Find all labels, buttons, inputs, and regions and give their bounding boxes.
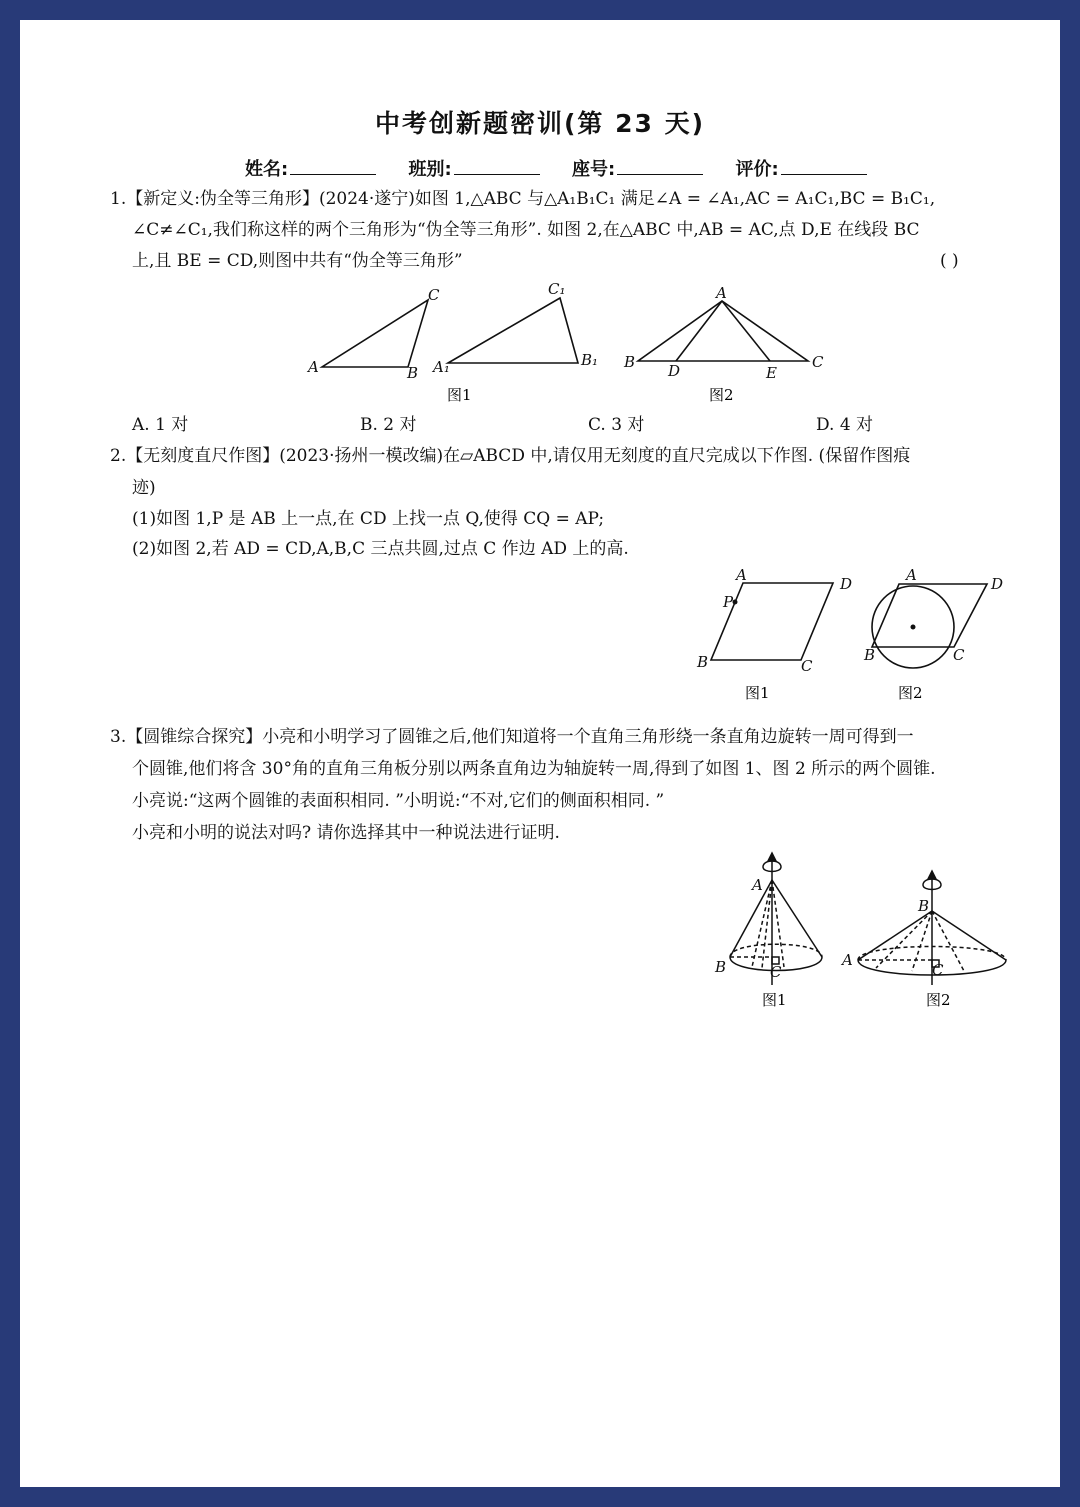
student-info-fields [245, 155, 893, 181]
page-title: 中考创新题密训(第 23 天) [374, 109, 706, 138]
q2-fig2-caption: 图2 [898, 684, 923, 702]
q1-line-1: 1.【新定义:伪全等三角形】(2024·遂宁)如图 1,△ABC 与△A₁B₁C₁ 满足∠A = ∠A₁,AC = A₁C₁,BC = B₁C₁, [110, 189, 936, 209]
evaluation-field[interactable]: 评价: [735, 159, 866, 180]
label-c2: C [812, 353, 824, 371]
label-b1: B₁ [581, 351, 599, 369]
label-e: E [766, 364, 777, 382]
q2-line-1: 2.【无刻度直尺作图】(2023·扬州一模改编)在▱ABCD 中,请仅用无刻度的直尺完成以下作图. (保留作图痕 [110, 446, 911, 466]
q1-fig2-segment-ad [676, 301, 722, 361]
q3-line-4: 小亮和小明的说法对吗? 请你选择其中一种说法进行证明. [132, 823, 560, 843]
label-b2: B [624, 353, 636, 371]
class-field[interactable]: 班别: [408, 159, 539, 180]
q2-fig2-label-c: C [953, 646, 965, 664]
q2-label-a: A [736, 566, 747, 584]
q3-fig1-label-c: C [770, 963, 782, 981]
q3-line-1: 3.【圆锥综合探究】小亮和小明学习了圆锥之后,他们知道将一个直角三角形绕一条直角边旋转一周可得到一 [110, 727, 914, 747]
q1-option-d[interactable]: D. 4 对 [816, 415, 874, 435]
label-a1: A₁ [433, 358, 450, 376]
q2-line-4: (2)如图 2,若 AD = CD,A,B,C 三点共圆,过点 C 作边 AD 上的高. [132, 539, 629, 559]
label-a: A [308, 358, 319, 376]
q2-fig2-label-d: D [991, 575, 1004, 593]
q2-label-p: P [723, 593, 734, 611]
q3-fig1-caption: 图1 [762, 991, 787, 1009]
q3-fig2-label-c: C [932, 961, 944, 979]
label-c: C [428, 286, 440, 304]
q2-circle-center [911, 625, 916, 630]
label-c1: C₁ [548, 280, 566, 298]
q2-label-d: D [840, 575, 853, 593]
q1-figures [290, 278, 850, 408]
q3-line-2: 个圆锥,他们将含 30°角的直角三角板分别以两条直角边为轴旋转一周,得到了如图 1、图 2 所示的两个圆锥. [132, 759, 936, 779]
q3-fig2-caption: 图2 [926, 991, 951, 1009]
q3-fig1-label-b: B [715, 958, 727, 976]
q1-fig1-triangle-a1b1c1 [448, 298, 578, 363]
name-field[interactable]: 姓名: [245, 159, 376, 180]
q1-answer-paren[interactable]: ( ) [940, 251, 959, 271]
label-a2: A [716, 284, 727, 302]
q2-figures [690, 560, 1020, 710]
q2-label-b: B [697, 653, 709, 671]
q1-option-a[interactable]: A. 1 对 [132, 415, 189, 435]
q1-option-b[interactable]: B. 2 对 [360, 415, 417, 435]
q3-line-3: 小亮说:“这两个圆锥的表面积相同. ”小明说:“不对,它们的侧面积相同. ” [132, 791, 665, 811]
q1-line-3: 上,且 BE = CD,则图中共有“伪全等三角形” [132, 251, 463, 271]
q2-line-2: 迹) [132, 478, 156, 498]
q2-label-c: C [801, 657, 813, 675]
seat-field[interactable]: 座号: [572, 159, 703, 180]
q1-option-c[interactable]: C. 3 对 [588, 415, 645, 435]
q3-figures [700, 845, 1020, 1015]
q3-fig2-label-b: B [918, 897, 930, 915]
label-d: D [668, 362, 681, 380]
q2-fig2-label-a: A [906, 566, 917, 584]
q2-point-p [733, 600, 738, 605]
label-b: B [407, 364, 419, 382]
q3-fig2-label-a: A [842, 951, 853, 969]
q1-fig1-caption: 图1 [447, 386, 472, 404]
q1-fig2-caption: 图2 [709, 386, 734, 404]
q1-fig2-segment-ae [722, 301, 770, 361]
q2-fig2-label-b: B [864, 646, 876, 664]
q3-fig1-label-a: A [752, 876, 763, 894]
q1-line-2: ∠C≠∠C₁,我们称这样的两个三角形为“伪全等三角形”. 如图 2,在△ABC 中,AB = AC,点 D,E 在线段 BC [132, 220, 920, 240]
q1-fig1-triangle [322, 300, 428, 367]
q2-line-3: (1)如图 1,P 是 AB 上一点,在 CD 上找一点 Q,使得 CQ = AP; [132, 509, 605, 529]
q2-fig1-caption: 图1 [745, 684, 770, 702]
q1-fig2-triangle [638, 301, 808, 361]
